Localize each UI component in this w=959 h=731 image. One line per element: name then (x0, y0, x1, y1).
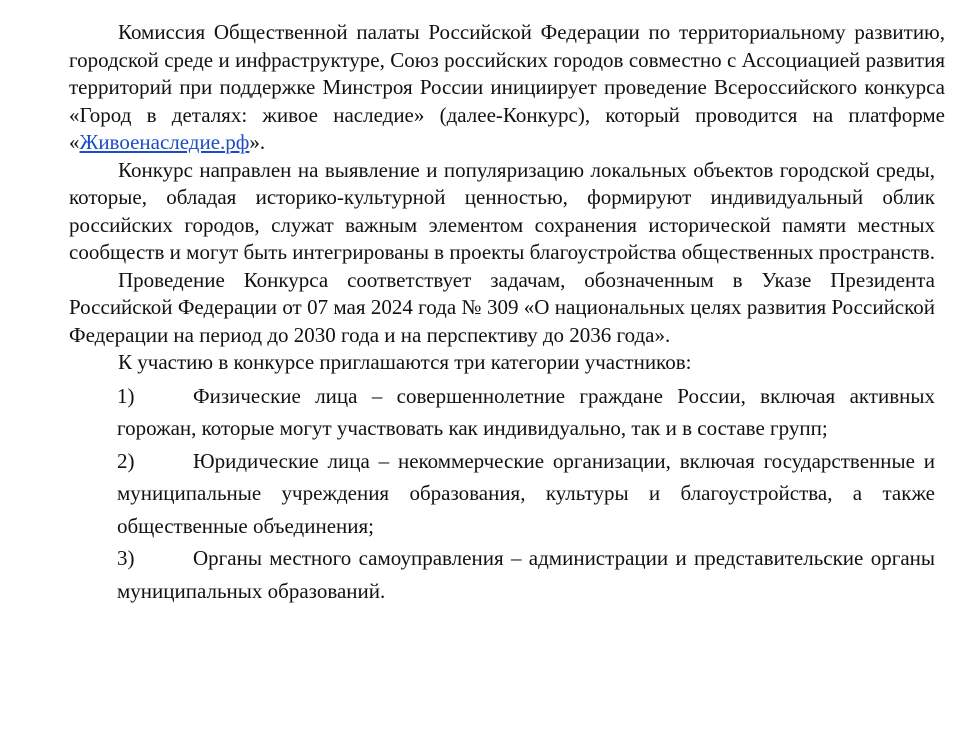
list-item-number: 3) (117, 546, 135, 570)
list-item (117, 445, 935, 543)
list-item (117, 380, 935, 445)
paragraph-organizers-text: Комиссия Общественной палаты Российской Федерации по территориальному развитию, городской среде и инфраструктуре, Союз российских городов совместно с Ассоциацией развития территорий при поддержке Минстроя России инициирует проведение Всероссийского конкурса «Город в деталях: живое наследие» (далее-Конкурс), который проводится на платформе « (69, 20, 945, 154)
paragraph-organizers-end: ». (249, 130, 266, 154)
list-item-text: Физические лица – совершеннолетние граждане России, включая активных горожан, которые могут участвовать как индивидуально, так и в составе групп; (117, 383, 935, 440)
paragraph-organizers (69, 19, 945, 157)
list-item (117, 542, 935, 607)
list-item-text: Органы местного самоуправления – администрации и представительские органы муниципальных образований. (117, 546, 935, 603)
paragraph-goal: Конкурс направлен на выявление и популяризацию локальных объектов городской среды, которые, обладая историко-культурной ценностью, формируют индивидуальный облик российских городов, служат важным элементом сохранения исторической памяти местных сообществ и могут быть интегрированы в проекты благоустройства общественных пространств. (69, 157, 935, 264)
list-item-text: Юридические лица – некоммерческие организации, включая государственные и муниципальные учреждения образования, культуры и благоустройства, а также общественные объединения; (117, 448, 935, 538)
platform-link[interactable]: Живоенаследие.рф (79, 130, 250, 154)
categories-list (69, 380, 945, 608)
list-item-number: 2) (117, 448, 135, 473)
categories-intro: К участию в конкурсе приглашаются три категории участников: (118, 350, 692, 374)
list-item-number: 1) (117, 383, 135, 408)
paragraph-decree: Проведение Конкурса соответствует задачам, обозначенным в Указе Президента Российской Федерации от 07 мая 2024 года № 309 «О национальных целях развития Российской Федерации на период до 2030 года и на перспективу до 2036 года». (69, 267, 935, 347)
